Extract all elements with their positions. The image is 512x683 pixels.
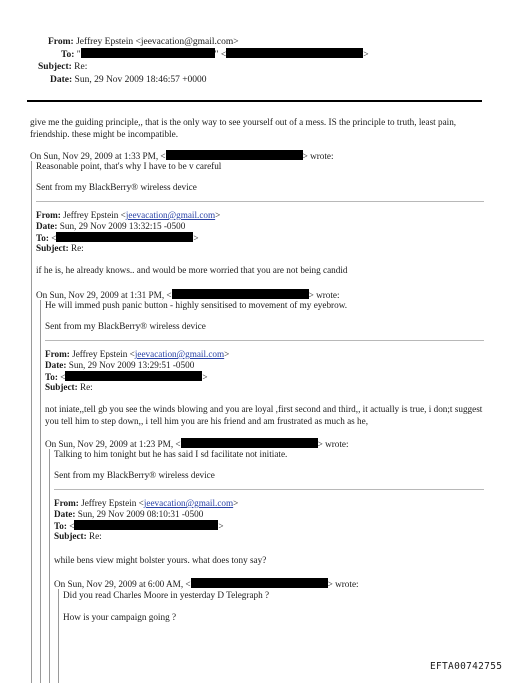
quote-4-line-1: Did you read Charles Moore in yesterday D Telegraph ? bbox=[63, 590, 270, 600]
quote-bar bbox=[49, 449, 50, 683]
quote-1-intro: On Sun, Nov 29, 2009 at 1:33 PM, < > wrote: bbox=[30, 151, 334, 161]
quote-3-signature: Sent from my BlackBerry® wireless device bbox=[54, 470, 215, 480]
message-4-date: Date: Sun, 29 Nov 2009 08:10:31 -0500 bbox=[54, 509, 204, 519]
message-3-subject: Subject: Re: bbox=[45, 382, 93, 392]
redaction-block bbox=[181, 438, 318, 448]
header-date bbox=[50, 74, 207, 86]
redaction-block bbox=[191, 578, 328, 588]
message-4-from: From: Jeffrey Epstein <jeevacation@gmail.com> bbox=[54, 498, 239, 508]
header-to: To: " " < > bbox=[61, 50, 369, 60]
header-date-label: Date: bbox=[50, 75, 73, 85]
quote-bar bbox=[40, 300, 41, 683]
quote-bar bbox=[58, 589, 59, 683]
redaction-block bbox=[166, 150, 303, 160]
message-1-body: give me the guiding principle,, that is the only way to see yourself out of a mess. IS the principle to truth, least pain, friendship. these might be incompatible. bbox=[30, 117, 457, 139]
header-to-label: To: bbox=[61, 50, 75, 60]
header-from bbox=[48, 36, 239, 48]
email-link[interactable]: jeevacation@gmail.com bbox=[134, 349, 225, 359]
redaction-block bbox=[81, 48, 215, 58]
email-link[interactable]: jeevacation@gmail.com bbox=[143, 498, 234, 508]
quote-1-body: Reasonable point, that's why I have to be v careful bbox=[36, 161, 222, 171]
header-subject-label: Subject: bbox=[38, 62, 72, 72]
message-3-from: From: Jeffrey Epstein <jeevacation@gmail.com> bbox=[45, 349, 230, 359]
message-3-to: To: < > bbox=[45, 372, 208, 382]
message-separator bbox=[45, 340, 484, 341]
header-subject bbox=[38, 61, 87, 73]
header-from-label: From: bbox=[48, 37, 74, 47]
redaction-block bbox=[65, 371, 202, 381]
redaction-block bbox=[172, 289, 309, 299]
quote-2-signature: Sent from my BlackBerry® wireless device bbox=[45, 321, 206, 331]
message-4-to: To: < > bbox=[54, 521, 224, 531]
header-subject-value: Re: bbox=[74, 62, 88, 72]
header-date-value: Sun, 29 Nov 2009 18:46:57 +0000 bbox=[74, 75, 207, 85]
message-2-to: To: < > bbox=[36, 233, 199, 243]
message-3-body: not iniate,,tell gb you see the winds blowing and you are loyal ,first second and third,, it actually is true, i don;t suggest you tell him to step down,, i tell him you are his friend and am frustrated as much as he, bbox=[45, 404, 483, 426]
quote-2-body: He will immed push panic button - highly sensitised to movement of my eyebrow. bbox=[45, 300, 348, 310]
message-2-body: if he is, he already knows.. and would be more worried that you are not being candid bbox=[36, 265, 348, 275]
message-separator bbox=[54, 489, 484, 490]
document-id: EFTA00742755 bbox=[430, 661, 503, 672]
quote-3-body: Talking to him tonight but he has said I sd facilitate not initiate. bbox=[54, 449, 288, 459]
header-divider bbox=[27, 100, 482, 102]
email-link[interactable]: jeevacation@gmail.com bbox=[125, 210, 216, 220]
message-4-subject: Subject: Re: bbox=[54, 531, 102, 541]
quote-4-line-2: How is your campaign going ? bbox=[63, 612, 177, 622]
redaction-block bbox=[74, 520, 218, 530]
quote-bar bbox=[31, 161, 32, 683]
quote-2-intro: On Sun, Nov 29, 2009 at 1:31 PM, < > wrote: bbox=[36, 290, 340, 300]
header-from-value: Jeffrey Epstein <jeevacation@gmail.com> bbox=[76, 37, 239, 47]
message-2-from: From: Jeffrey Epstein <jeevacation@gmail.com> bbox=[36, 210, 221, 220]
quote-4-intro: On Sun, Nov 29, 2009 at 6:00 AM, < > wrote: bbox=[54, 579, 359, 589]
message-3-date: Date: Sun, 29 Nov 2009 13:29:51 -0500 bbox=[45, 360, 195, 370]
message-4-body: while bens view might bolster yours. what does tony say? bbox=[54, 555, 267, 565]
quote-3-intro: On Sun, Nov 29, 2009 at 1:23 PM, < > wrote: bbox=[45, 439, 349, 449]
message-2-date: Date: Sun, 29 Nov 2009 13:32:15 -0500 bbox=[36, 221, 186, 231]
message-separator bbox=[36, 201, 484, 202]
redaction-block bbox=[56, 232, 193, 242]
quote-1-signature: Sent from my BlackBerry® wireless device bbox=[36, 182, 197, 192]
redaction-block bbox=[226, 48, 363, 58]
message-2-subject: Subject: Re: bbox=[36, 243, 84, 253]
